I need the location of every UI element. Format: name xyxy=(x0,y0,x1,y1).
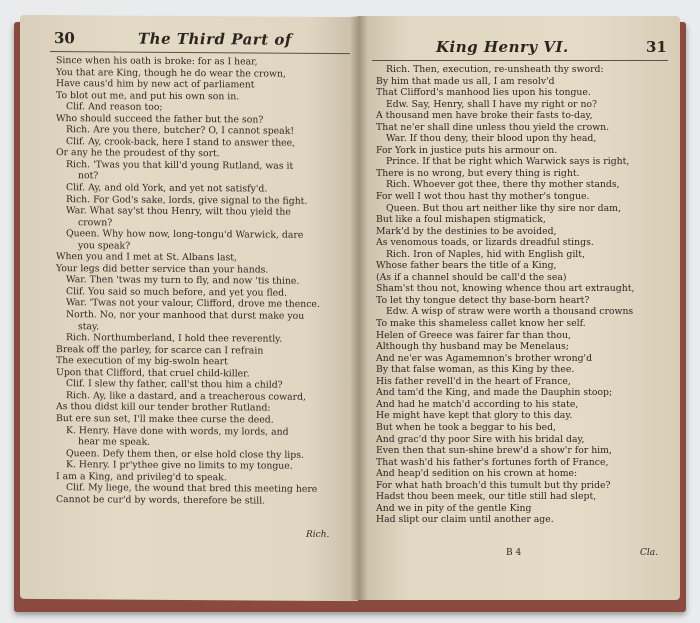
text-line: Even then that sun-shine brew'd a show'r for him, xyxy=(376,445,612,457)
text-line: To make this shameless callet know her self. xyxy=(376,318,586,330)
text-line: But like a foul mishapen stigmatick, xyxy=(376,214,546,226)
text-line: When you and I met at St. Albans last, xyxy=(56,251,237,264)
text-line: Rich. Ay, like a dastard, and a treacherous coward, xyxy=(66,390,306,403)
text-line: Clif. My liege, the wound that bred this meeting here xyxy=(66,482,318,496)
text-line: Although thy husband may be Menelaus; xyxy=(376,341,569,353)
text-line: Queen. Why how now, long-tongu'd Warwick, dare xyxy=(66,228,304,242)
text-line: K. Henry. Have done with words, my lords, and xyxy=(66,424,289,438)
text-line: Rich. Iron of Naples, hid with English gilt, xyxy=(386,248,585,260)
text-line: And tam'd the King, and made the Dauphin stoop; xyxy=(376,387,613,399)
text-line: Since when his oath is broke: for as I hear, xyxy=(56,55,258,68)
text-line: (As if a channel should be call'd the sea) xyxy=(376,271,567,283)
right-page-text xyxy=(376,64,634,526)
left-head-rule xyxy=(50,51,350,54)
text-line: You that are King, though he do wear the crown, xyxy=(56,66,286,80)
text-line: And had he match'd according to his state, xyxy=(376,398,579,410)
text-line: Prince. If that be right which Warwick says is right, xyxy=(386,156,630,168)
text-line: To blot out me, and put his own son in. xyxy=(56,89,240,102)
text-line: Clif. You said so much before, and yet you fled. xyxy=(66,286,288,299)
text-line: That Clifford's manhood lies upon his tongue. xyxy=(376,87,591,99)
text-line: For well I wot thou hast thy mother's tongue. xyxy=(376,191,590,203)
text-line: hear me speak. xyxy=(78,436,151,448)
text-line: And heap'd sedition on his crown at home: xyxy=(376,468,578,480)
text-line: I am a King, and privileg'd to speak. xyxy=(56,470,227,483)
left-page xyxy=(20,15,358,601)
text-line: War. Then 'twas my turn to fly, and now 'tis thine. xyxy=(66,274,300,288)
text-line: And grac'd thy poor Sire with his bridal day, xyxy=(376,433,585,445)
text-line: But when he took a beggar to his bed, xyxy=(376,421,556,433)
text-line: War. What say'st thou Henry, wilt thou yield the xyxy=(66,205,291,218)
text-line: Upon that Clifford, that cruel child-killer. xyxy=(56,366,250,380)
text-line: That wash'd his father's fortunes forth of France, xyxy=(376,456,609,468)
text-line: For York in justice puts his armour on. xyxy=(376,144,558,156)
text-line: Rich. Northumberland, I hold thee reverently. xyxy=(66,332,283,345)
text-line: Break off the parley, for scarce can I refrain xyxy=(56,343,264,357)
text-line: Hadst thou been meek, our title still had slept, xyxy=(376,491,597,503)
text-line: And ne'er was Agamemnon's brother wrong'd xyxy=(376,352,593,364)
text-line: As venomous toads, or lizards dreadful stings. xyxy=(376,237,594,249)
left-page-number: 30 xyxy=(54,29,75,48)
text-line: And we in pity of the gentle King xyxy=(376,502,532,514)
text-line: Cannot be cur'd by words, therefore be still. xyxy=(56,493,266,507)
text-line: As thou didst kill our tender brother Rutland: xyxy=(56,401,271,414)
text-line: By him that made us all, I am resolv'd xyxy=(376,75,555,87)
text-line: But ere sun set, I'll make thee curse the deed. xyxy=(56,413,274,426)
text-line: War. 'Twas not your valour, Clifford, drove me thence. xyxy=(66,297,320,311)
text-line: Rich. 'Twas you that kill'd young Rutland, was it xyxy=(66,159,294,172)
open-book xyxy=(14,16,686,612)
text-line: Clif. And reason too; xyxy=(66,101,163,114)
text-line: Had slipt our claim until another age. xyxy=(376,514,554,526)
text-line: His father revell'd in the heart of France, xyxy=(376,375,571,387)
text-line: Edw. Say, Henry, shall I have my right or no? xyxy=(386,98,598,110)
text-line: A thousand men have broke their fasts to-day, xyxy=(376,110,593,122)
text-line: Rich. Whoever got thee, there thy mother stands, xyxy=(386,179,620,191)
text-line: He might have kept that glory to this day. xyxy=(376,410,573,422)
text-line: Sham'st thou not, knowing whence thou art extraught, xyxy=(376,283,635,295)
book-gutter xyxy=(350,16,368,600)
text-line: Rich. Are you there, butcher? O, I cannot speak! xyxy=(66,124,295,138)
text-line: There is no wrong, but every thing is right. xyxy=(376,167,580,179)
text-line: Clif. I slew thy father, call'st thou him a child? xyxy=(66,378,283,391)
text-line: Have caus'd him by new act of parliament xyxy=(56,78,255,91)
text-line: For what hath broach'd this tumult but thy pride? xyxy=(376,479,611,491)
left-page-text xyxy=(56,55,320,507)
text-line: Helen of Greece was fairer far than thou, xyxy=(376,329,571,341)
text-line: That ne'er shall dine unless thou yield the crown. xyxy=(376,121,610,133)
right-catchword: Cla. xyxy=(640,548,658,558)
text-line: To let thy tongue detect thy base-born heart? xyxy=(376,294,590,306)
signature-mark: B 4 xyxy=(506,548,522,558)
text-line: Edw. A wisp of straw were worth a thousand crowns xyxy=(386,306,634,318)
text-line: Clif. Ay, crook-back, here I stand to answer thee, xyxy=(66,135,296,149)
text-line: War. If thou deny, their blood upon thy head, xyxy=(386,133,597,145)
text-line: crown? xyxy=(78,216,113,229)
text-line: Clif. Ay, and old York, and yet not satisfy'd. xyxy=(66,182,268,195)
right-running-head: King Henry VI. xyxy=(436,38,569,56)
text-line: Rich. Then, execution, re-unsheath thy sword: xyxy=(386,64,604,75)
text-line: you speak? xyxy=(78,239,131,252)
right-page xyxy=(358,16,680,600)
text-line: By that false woman, as this King by thee. xyxy=(376,364,575,376)
text-line: Your legs did better service than your hands. xyxy=(56,262,269,276)
right-head-rule xyxy=(372,60,668,61)
text-line: Mark'd by the destinies to be avoided, xyxy=(376,225,557,237)
text-line: stay. xyxy=(78,320,100,332)
left-running-head: The Third Part of xyxy=(138,29,292,49)
text-line: Whose father bears the title of a King, xyxy=(376,260,557,272)
text-line: North. No, nor your manhood that durst make you xyxy=(66,309,305,322)
text-line: Who should succeed the father but the son? xyxy=(56,112,264,126)
text-line: K. Henry. I pr'ythee give no limits to my tongue. xyxy=(66,459,293,472)
right-page-number: 31 xyxy=(646,38,667,56)
text-line: Rich. For God's sake, lords, give signal to the fight. xyxy=(66,193,308,207)
left-catchword: Rich. xyxy=(306,529,330,540)
text-line: The execution of my big-swoln heart xyxy=(56,355,228,368)
text-line: Queen. But thou art neither like thy sire nor dam, xyxy=(386,202,621,214)
text-line: not? xyxy=(78,170,99,182)
text-line: Queen. Defy them then, or else hold close thy lips. xyxy=(66,447,304,461)
text-line: Or any he the proudest of thy sort. xyxy=(56,147,220,160)
